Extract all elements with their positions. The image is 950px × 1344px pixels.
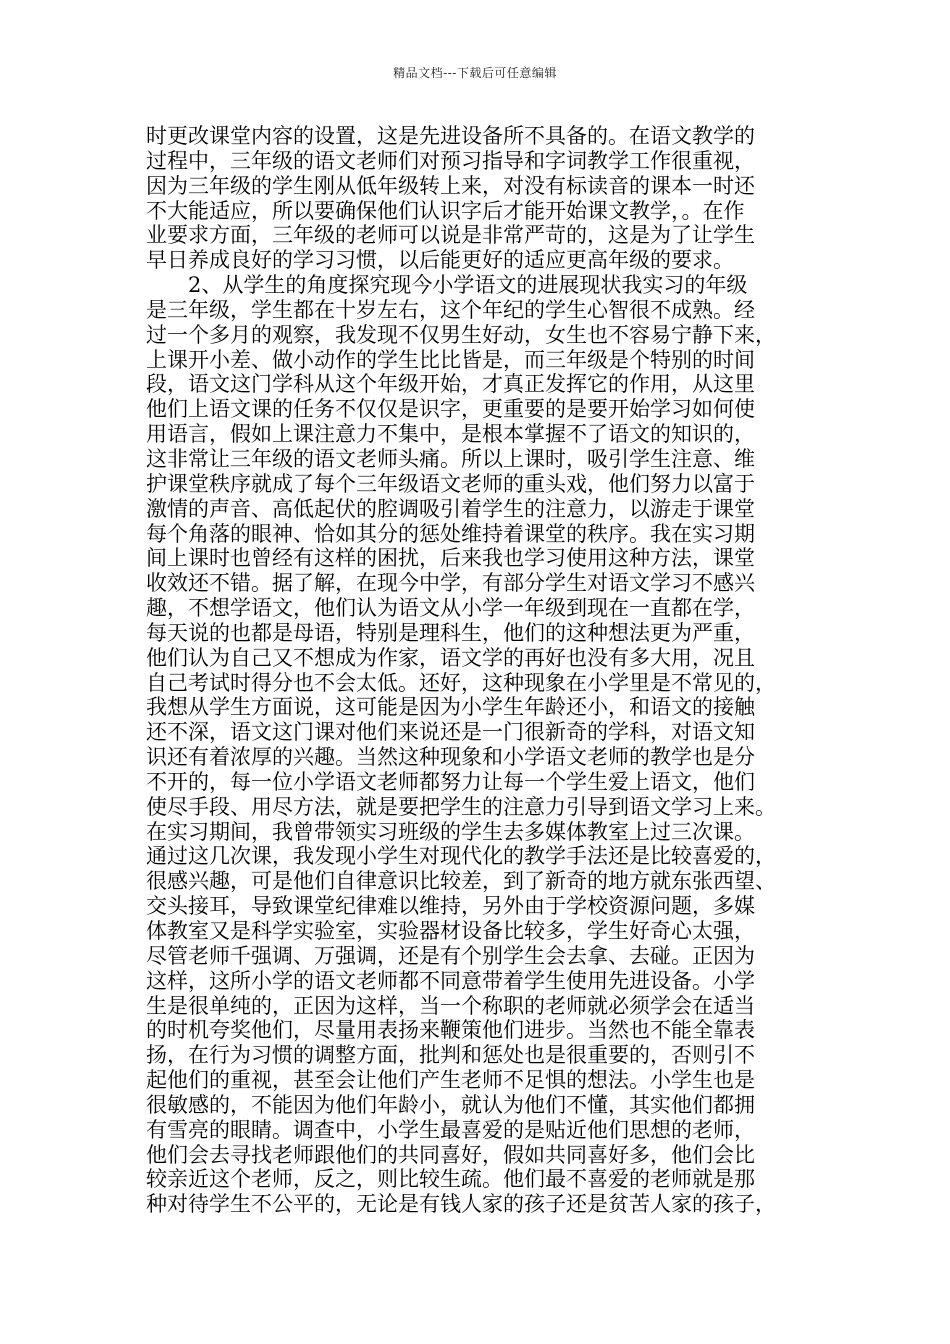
body-line: 还不深，语文这门课对他们来说还是一门很新奇的学科，对语文知 (146, 720, 755, 745)
body-line: 不开的，每一位小学语文老师都努力让每一个学生爱上语文，他们 (146, 769, 755, 794)
body-line: 这样，这所小学的语文老师都不同意带着学生使用先进设备。小学 (146, 968, 755, 993)
body-line: 我想从学生方面说，这可能是因为小学生年龄还小，和语文的接触 (146, 695, 755, 720)
body-line: 用语言，假如上课注意力不集中，是根本掌握不了语文的知识的， (146, 422, 755, 447)
body-line: 不大能适应，所以要确保他们认识字后才能开始课文教学，。在作 (146, 198, 745, 223)
body-line: 这非常让三年级的语文老师头痛。所以上课时，吸引学生注意、维 (146, 446, 755, 471)
body-line: 生是很单纯的，正因为这样，当一个称职的老师就必须学会在适当 (146, 993, 755, 1018)
paragraph-start-line: 2、从学生的角度探究现今小学语文的进展现状我实习的年级 (146, 273, 748, 298)
body-line: 种对待学生不公平的，无论是有钱人家的孩子还是贫苦人家的孩子， (146, 1192, 776, 1217)
body-line: 扬，在行为习惯的调整方面，批判和惩处也是很重要的，否则引不 (146, 1043, 755, 1068)
body-line: 较亲近这个老师，反之，则比较生疏。他们最不喜爱的老师就是那 (146, 1167, 755, 1192)
body-line: 激情的声音、高低起伏的腔调吸引着学生的注意力，以游走于课堂 (146, 496, 755, 521)
body-line: 护课堂秩序就成了每个三年级语文老师的重头戏，他们努力以富于 (146, 471, 755, 496)
body-line: 很感兴趣，可是他们自律意识比较差，到了新奇的地方就东张西望、 (146, 869, 776, 894)
body-line: 是三年级，学生都在十岁左右，这个年纪的学生心智很不成熟。经 (146, 297, 755, 322)
body-line: 段，语文这门学科从这个年级开始，才真正发挥它的作用，从这里 (146, 372, 755, 397)
body-line: 在实习期间，我曾带领实习班级的学生去多媒体教室上过三次课。 (146, 819, 755, 844)
body-line: 上课开小差、做小动作的学生比比皆是，而三年级是个特别的时间 (146, 347, 755, 372)
body-line: 尽管老师千强调、万强调，还是有个别学生会去拿、去碰。正因为 (146, 943, 755, 968)
body-line: 收效还不错。据了解，在现今中学，有部分学生对语文学习不感兴 (146, 571, 755, 596)
body-line: 的时机夸奖他们，尽量用表扬来鞭策他们进步。当然也不能全靠表 (146, 1018, 755, 1043)
body-line: 自己考试时得分也不会太低。还好，这种现象在小学里是不常见的， (146, 670, 776, 695)
body-line: 通过这几次课，我发现小学生对现代化的教学手法还是比较喜爱的， (146, 844, 776, 869)
body-line: 业要求方面，三年级的老师可以说是非常严苛的，这是为了让学生 (146, 223, 755, 248)
page-header: 精品文档---下载后可任意编辑 (393, 66, 557, 80)
document-body (146, 124, 822, 1217)
body-line: 起他们的重视，甚至会让他们产生老师不足惧的想法。小学生也是 (146, 1068, 755, 1093)
body-line: 他们会去寻找老师跟他们的共同喜好，假如共同喜好多，他们会比 (146, 1142, 755, 1167)
body-line: 交头接耳，导致课堂纪律难以维持，另外由于学校资源问题，多媒 (146, 894, 755, 919)
body-line: 他们认为自己又不想成为作家，语文学的再好也没有多大用，况且 (146, 645, 755, 670)
body-line: 每天说的也都是母语，特别是理科生，他们的这种想法更为严重， (146, 620, 755, 645)
body-line: 识还有着浓厚的兴趣。当然这种现象和小学语文老师的教学也是分 (146, 745, 755, 770)
body-line: 间上课时也曾经有这样的困扰，后来我也学习使用这种方法，课堂 (146, 546, 755, 571)
body-line: 很敏感的，不能因为他们年龄小，就认为他们不懂，其实他们都拥 (146, 1092, 755, 1117)
body-line: 有雪亮的眼睛。调查中，小学生最喜爱的是贴近他们思想的老师， (146, 1117, 755, 1142)
body-line: 因为三年级的学生刚从低年级转上来，对没有标读音的课本一时还 (146, 173, 755, 198)
body-line: 趣，不想学语文，他们认为语文从小学一年级到现在一直都在学， (146, 596, 755, 621)
body-line: 过一个多月的观察，我发现不仅男生好动，女生也不容易宁静下来， (146, 322, 776, 347)
body-line: 早日养成良好的学习习惯，以后能更好的适应更高年级的要求。 (146, 248, 734, 273)
body-line: 每个角落的眼神、恰如其分的惩处维持着课堂的秩序。我在实习期 (146, 521, 755, 546)
body-line: 使尽手段、用尽方法，就是要把学生的注意力引导到语文学习上来。 (146, 794, 776, 819)
body-line: 体教室又是科学实验室，实验器材设备比较多，学生好奇心太强， (146, 919, 755, 943)
body-line: 过程中，三年级的语文老师们对预习指导和字词教学工作很重视， (146, 148, 755, 173)
body-line: 时更改课堂内容的设置，这是先进设备所不具备的。在语文教学的 (146, 124, 755, 148)
body-line: 他们上语文课的任务不仅仅是识字，更重要的是要开始学习如何使 (146, 397, 755, 422)
